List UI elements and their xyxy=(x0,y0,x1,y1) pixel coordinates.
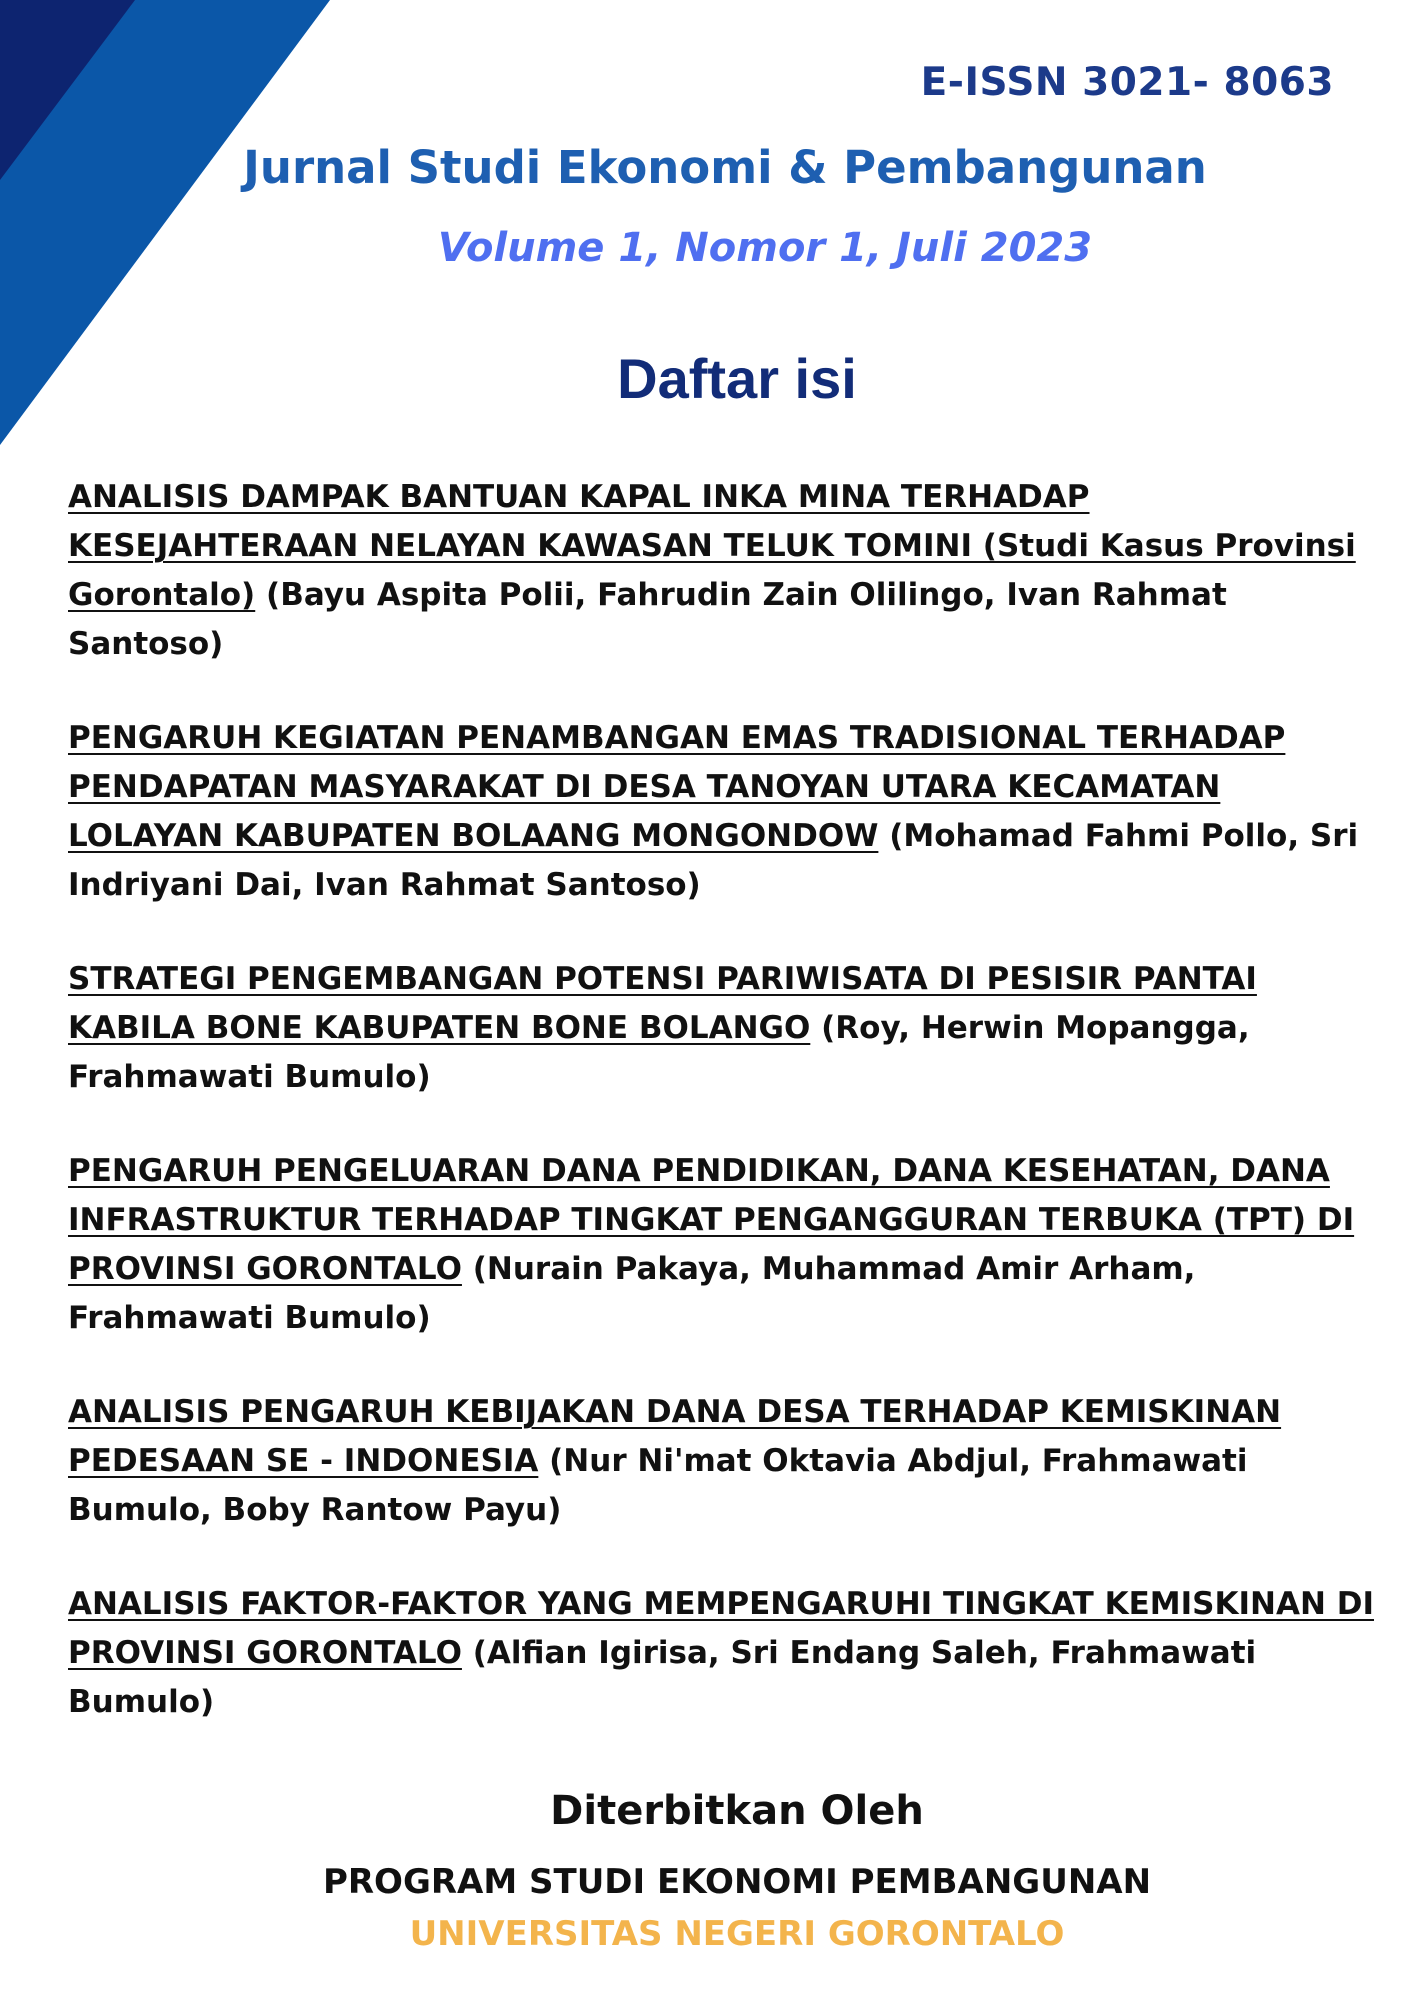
toc-entry-authors: (Alfian Igirisa, Sri Endang Saleh, Frahmawati Bumulo) xyxy=(68,1635,1257,1720)
toc-entry xyxy=(68,955,1378,1102)
toc-entry-title-link[interactable]: ANALISIS FAKTOR-FAKTOR YANG MEMPENGARUHI TINGKAT KEMISKINAN DI PROVINSI GORONTALO xyxy=(68,1586,1374,1671)
toc-entry-authors: (Bayu Aspita Polii, Fahrudin Zain Olilingo, Ivan Rahmat Santoso) xyxy=(68,577,1227,662)
toc-entry xyxy=(68,1580,1378,1727)
publisher-university: UNIVERSITAS NEGERI GORONTALO xyxy=(409,1914,1065,1954)
toc-entry xyxy=(68,473,1378,669)
issn-number: E-ISSN 3021- 8063 xyxy=(920,60,1334,105)
toc-entry-authors: (Nur Ni'mat Oktavia Abdjul, Frahmawati Bumulo, Boby Rantow Payu) xyxy=(68,1443,1248,1528)
toc-entry-authors: (Mohamad Fahmi Pollo, Sri Indriyani Dai, Ivan Rahmat Santoso) xyxy=(68,818,1359,903)
toc-entry-authors: (Roy, Herwin Mopangga, Frahmawati Bumulo) xyxy=(68,1010,1250,1095)
toc-entry-title-link[interactable]: PENGARUH KEGIATAN PENAMBANGAN EMAS TRADISIONAL TERHADAP PENDAPATAN MASYARAKAT DI DESA TANOYAN UTARA KECAMATAN LOLAYAN KABUPATEN BOLAANG MONGONDOW xyxy=(68,720,1286,854)
toc-entry-title-link[interactable]: PENGARUH PENGELUARAN DANA PENDIDIKAN, DANA KESEHATAN, DANA INFRASTRUKTUR TERHADAP TINGKAT PENGANGGURAN TERBUKA (TPT) DI PROVINSI GORONTALO xyxy=(68,1153,1355,1287)
publisher-label: Diterbitkan Oleh xyxy=(550,1788,924,1834)
toc-entry-title-link[interactable]: STRATEGI PENGEMBANGAN POTENSI PARIWISATA DI PESISIR PANTAI KABILA BONE KABUPATEN BONE BOLANGO xyxy=(68,961,1257,1046)
toc-heading: Daftar isi xyxy=(617,347,857,410)
toc-entry xyxy=(68,1147,1378,1343)
toc-entry xyxy=(68,1388,1378,1535)
issue-info: Volume 1, Nomor 1, Juli 2023 xyxy=(437,225,1093,271)
publisher-program: PROGRAM STUDI EKONOMI PEMBANGUNAN xyxy=(322,1862,1152,1902)
toc-entry xyxy=(68,714,1378,910)
toc-list xyxy=(68,473,1378,1772)
toc-entry-title-link[interactable]: ANALISIS DAMPAK BANTUAN KAPAL INKA MINA TERHADAP KESEJAHTERAAN NELAYAN KAWASAN TELUK TOMINI (Studi Kasus Provinsi Gorontalo) xyxy=(68,479,1356,613)
toc-entry-title-link[interactable]: ANALISIS PENGARUH KEBIJAKAN DANA DESA TERHADAP KEMISKINAN PEDESAAN SE - INDONESIA xyxy=(68,1394,1282,1479)
journal-title: Jurnal Studi Ekonomi & Pembangunan xyxy=(243,141,1207,194)
toc-entry-authors: (Nurain Pakaya, Muhammad Amir Arham, Frahmawati Bumulo) xyxy=(68,1251,1196,1336)
